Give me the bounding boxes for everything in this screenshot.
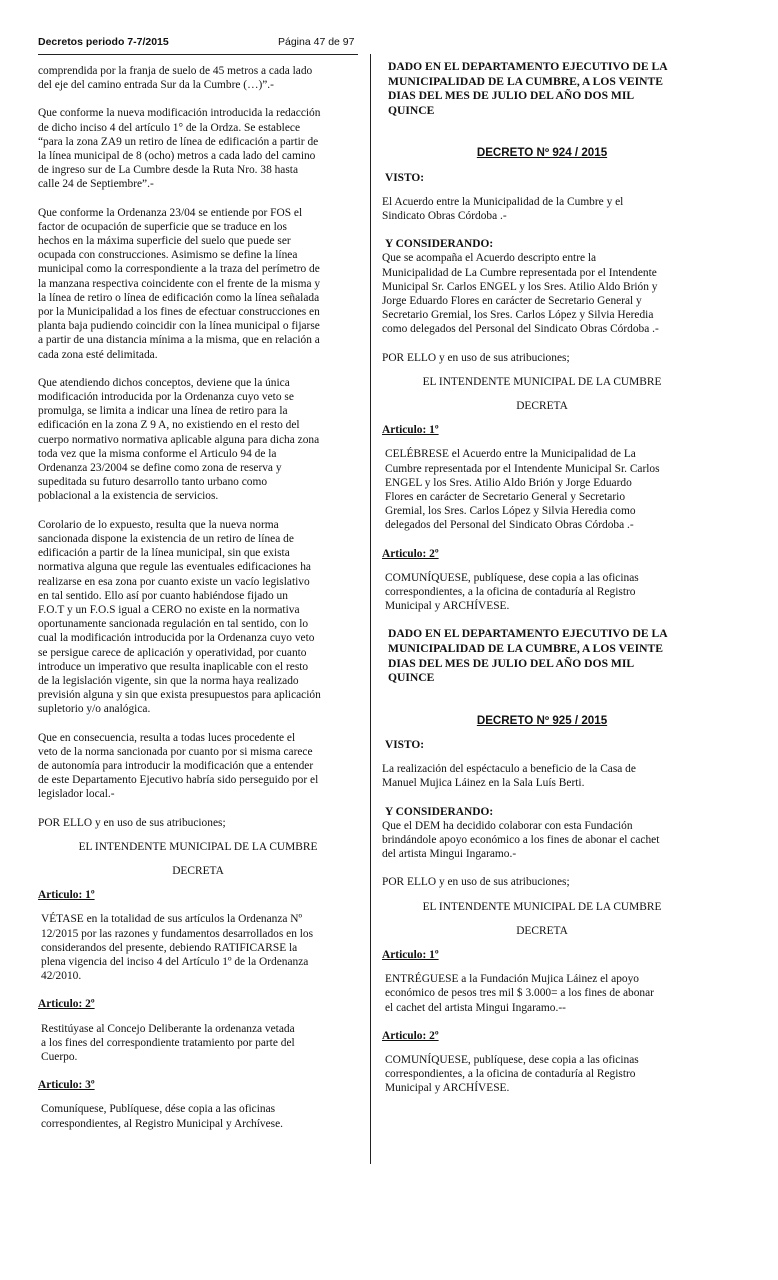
considerando-text: Que el DEM ha decidido colaborar con esta Fundación brindándole apoyo económico a los fines de abonar el cachet del artista Mingui Ingaramo.- — [382, 819, 660, 861]
decreta-heading: DECRETA — [516, 924, 568, 937]
page-header — [38, 36, 358, 54]
visto-heading: VISTO: — [385, 739, 425, 752]
dado-block: DADO EN EL DEPARTAMENTO EJECUTIVO DE LA MUNICIPALIDAD DE LA CUMBRE, A LOS VEINTE DIAS DEL MES DE JULIO DEL AÑO DOS MIL QUINCE — [388, 627, 668, 685]
intendente-heading: EL INTENDENTE MUNICIPAL DE LA CUMBRE — [422, 375, 662, 388]
paragraph: Que atendiendo dichos conceptos, deviene que la única modificación introducida por la Ordenanza cuyo veto se promulga, se limita a indicar una línea de retiro para la edificación en la zona Z 9 A, no existiendo en el resto del cuerpo normativo normativa aplicable alguna para dicha zona toda vez que la misma conforme el Articulo 94 de la Ordenanza 23/2004 se define como zona de reserva y supeditada su futuro desarrollo tanto urbano como poblacional a la existencia de servicios. — [38, 376, 320, 503]
article-1-label: Articulo: 1º — [382, 949, 439, 962]
considerando-heading: Y CONSIDERANDO: — [385, 238, 494, 251]
article-2-text: COMUNÍQUESE, publíquese, dese copia a las oficinas correspondientes, a la oficina de contaduría al Registro Municipal y ARCHÍVESE. — [385, 571, 639, 613]
paragraph: Que conforme la Ordenanza 23/04 se entiende por FOS el factor de ocupación de superficie que se traduce en los hechos en la máxima superficie del suelo que puede ser ocupada con construcciones. Asimismo se define la línea municipal como la correspondiente a la traza del perímetro de la manzana respectiva coincidente con el frente de la misma y la línea de retiro o línea de edificación como la línea señalada por la Municipalidad a los fines de efectuar construcciones en planta baja pudiendo coincidir con la línea municipal o fijarse a partir de una distancia mínima a la misma, que en relación a cada zona esté delimitada. — [38, 206, 321, 361]
por-ello: POR ELLO y en uso de sus atribuciones; — [382, 876, 570, 889]
por-ello: POR ELLO y en uso de sus atribuciones; — [382, 351, 570, 364]
dado-block: DADO EN EL DEPARTAMENTO EJECUTIVO DE LA MUNICIPALIDAD DE LA CUMBRE, A LOS VEINTE DIAS DEL MES DE JULIO DEL AÑO DOS MIL QUINCE — [388, 60, 668, 117]
decreto-924-title: DECRETO Nº 924 / 2015 — [476, 146, 608, 160]
right-column — [382, 60, 702, 1096]
page-number: Página 47 de 97 — [278, 36, 355, 48]
article-2-text: Restitúyase al Concejo Deliberante la ordenanza vetada a los fines del correspondiente tratamiento por parte del Cuerpo. — [41, 1022, 295, 1063]
paragraph: Corolario de lo expuesto, resulta que la nueva norma sancionada dispone la existencia de un retiro de línea de edificación a partir de la línea municipal, sin que exista normativa alguna que regule las eventuales edificaciones ha realizarse en esa zona por cuanto existe un vacío legislativo en tal sentido. Ello así por cuanto habiéndose fijado un F.O.T y un F.O.S igual a CERO no existe en la normativa oportunamente sancionada regulación en tal sentido, con lo cual la modificación introducida por la Ordenanza cuyo veto se persigue carece de aplicación y operatividad, por cuanto introduce un imperativo que resulta inaplicable con el resto de la legislación vigente, sin que la norma haya realizado previsión alguna y sin que exista presupuestos para aplicación supletorio y/o analógica. — [38, 518, 321, 716]
article-3-text: Comuníquese, Publíquese, dése copia a las oficinas correspondientes, al Registro Municipal y Archívese. — [41, 1103, 283, 1130]
paragraph: Que en consecuencia, resulta a todas luces procedente el veto de la norma sancionada por cuanto por si misma carece de autonomía para introducir la modificación que a entender de este Departamento Ejecutivo habría sido perseguido por el legislador local.- — [38, 731, 319, 801]
intendente-heading: EL INTENDENTE MUNICIPAL DE LA CUMBRE — [78, 840, 318, 853]
article-1-text: VÉTASE en la totalidad de sus artículos la Ordenanza Nº 12/2015 por las razones y fundamentos desarrollados en los considerandos del presente, debiendo RATIFICARSE la plena vigencia del inciso 4 del Artículo 1º de la Ordenanza 42/2010. — [41, 913, 314, 983]
visto-heading: VISTO: — [385, 171, 425, 184]
decreta-heading: DECRETA — [172, 864, 224, 877]
document-title: Decretos periodo 7-7/2015 — [38, 36, 169, 48]
header-divider — [38, 54, 358, 55]
article-2-text: COMUNÍQUESE, publíquese, dese copia a las oficinas correspondientes, a la oficina de contaduría al Registro Municipal y ARCHÍVESE. — [385, 1054, 639, 1095]
article-1-label: Articulo: 1º — [38, 889, 95, 902]
article-2-label: Articulo: 2º — [38, 998, 95, 1011]
visto-text: El Acuerdo entre la Municipalidad de la Cumbre y el Sindicato Obras Córdoba .- — [382, 195, 624, 222]
decreta-heading: DECRETA — [516, 400, 568, 413]
column-divider — [370, 54, 371, 1164]
considerando-text: Que se acompaña el Acuerdo descripto entre la Municipalidad de La Cumbre representada por el Intendente Municipal Sr. Carlos ENGEL y los Sres. Atilio Aldo Brión y Jorge Eduardo Flores en carácter de Secretario General y Secretario Gremial, los Sres. Carlos López y Silvia Heredia como delegados del Personal del Sindicato Obras Córdoba .- — [382, 252, 659, 336]
visto-text: La realización del espéctaculo a beneficio de la Casa de Manuel Mujica Láinez en la Sala Luís Berti. — [382, 763, 636, 790]
article-2-label: Articulo: 2º — [382, 1029, 439, 1042]
article-1-text: CELÉBRESE el Acuerdo entre la Municipalidad de La Cumbre representada por el Intendente Municipal Sr. Carlos ENGEL y los Sres. Atilio Aldo Brión y Jorge Eduardo Flores en carácter de Secretario General y Secretario Gremial, los Sres. Carlos López y Silvia Heredia como delegados del Personal del Sindicato Obras Córdoba .- — [385, 448, 660, 532]
paragraph: Que conforme la nueva modificación introducida la redacción de dicho inciso 4 del artículo 1° de la Ordza. Se establece “para la zona ZA9 un retiro de línea de edificación a partir de la línea municipal de 8 (ocho) metros a cada lado del camino de ingreso sur de La Cumbre desde la Ruta Nro. 38 hasta calle 24 de Septiembre”.- — [38, 107, 321, 191]
considerando-heading: Y CONSIDERANDO: — [385, 805, 494, 818]
decreto-925-title: DECRETO Nº 925 / 2015 — [476, 713, 608, 727]
por-ello: POR ELLO y en uso de sus atribuciones; — [38, 816, 226, 829]
article-1-text: ENTRÉGUESE a la Fundación Mujica Láinez el apoyo económico de pesos tres mil $ 3.000= a los fines de abonar el cachet del artista Mingui Ingaramo.-- — [385, 973, 654, 1014]
left-column — [38, 64, 358, 1131]
article-2-label: Articulo: 2º — [382, 547, 439, 560]
article-1-label: Articulo: 1º — [382, 424, 439, 437]
article-3-label: Articulo: 3º — [38, 1079, 95, 1092]
intendente-heading: EL INTENDENTE MUNICIPAL DE LA CUMBRE — [422, 900, 662, 913]
paragraph: comprendida por la franja de suelo de 45 metros a cada lado del eje del camino entrada Sur da la Cumbre (…)”.- — [38, 65, 313, 92]
